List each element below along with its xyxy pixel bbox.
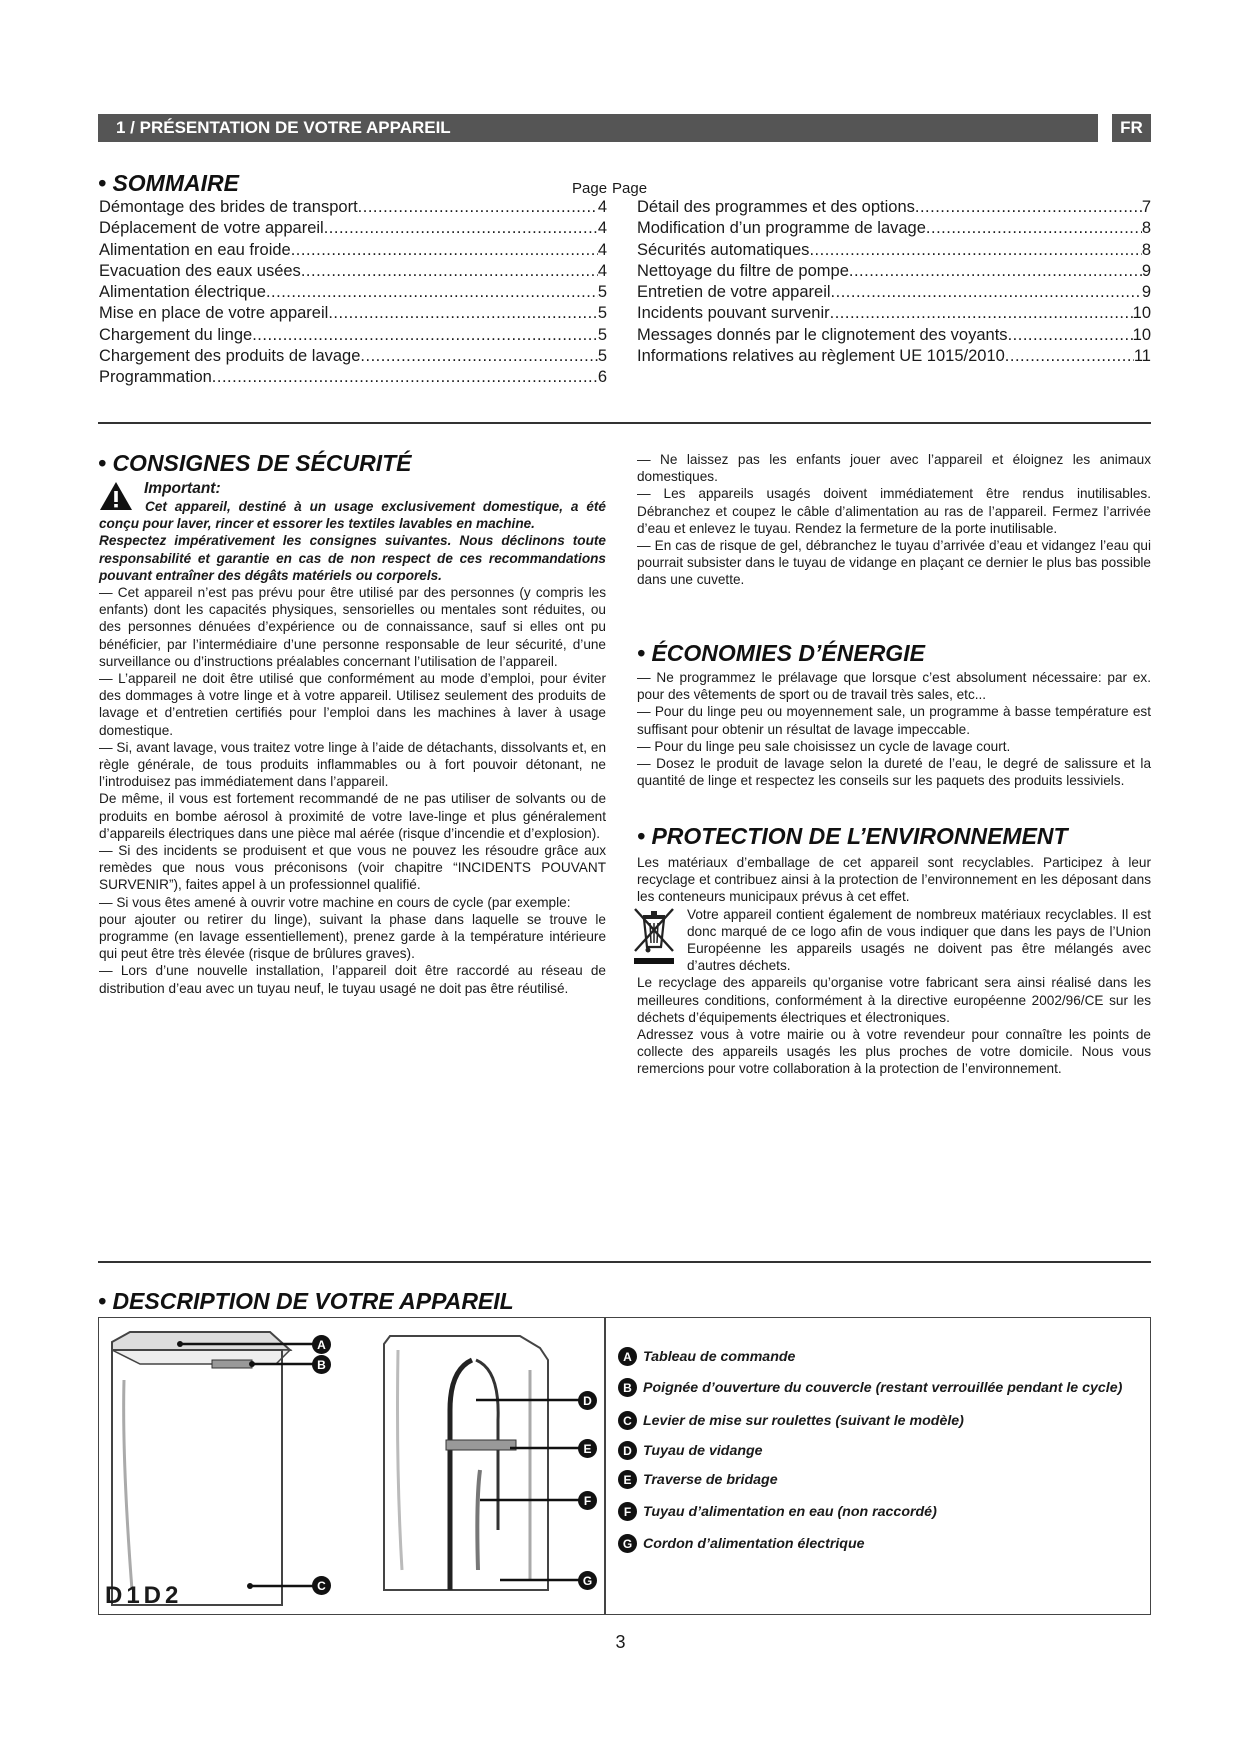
toc-entry-page: 4 (597, 240, 607, 259)
energie-column (637, 669, 1151, 789)
toc-leader (212, 367, 598, 388)
toc-entry-title: Alimentation en eau froide (99, 240, 291, 259)
toc-entry (637, 325, 1151, 346)
legend-letter-icon: D (618, 1441, 637, 1460)
section-header: 1 / PRÉSENTATION DE VOTRE APPAREIL (98, 114, 1098, 142)
divider (98, 1261, 1151, 1263)
toc-entry-title: Déplacement de votre appareil (99, 219, 324, 238)
toc-leader (252, 325, 598, 346)
page-label-right: Page (612, 180, 648, 197)
toc-right (637, 197, 1151, 367)
legend-letter-icon: E (618, 1470, 637, 1489)
toc-entry-title: Evacuation des eaux usées (99, 261, 301, 280)
toc-entry (637, 303, 1151, 324)
toc-leader (809, 240, 1141, 261)
toc-entry (99, 261, 607, 282)
legend-label: Tuyau d’alimentation en eau (non raccordé) (643, 1503, 937, 1520)
securite-para-2: — L’appareil ne doit être utilisé que conformément au mode d’emploi, pour éviter des dommages à votre linge et à votre appareil. Utilisez seulement des produits de lavage et d’entretien certifiés pour l’emploi dans les machines à laver à usage domestique. (99, 671, 606, 738)
toc-entry (99, 367, 607, 388)
toc-entry-page: 4 (597, 219, 607, 238)
legend-letter-icon: B (618, 1378, 637, 1397)
toc-entry-title: Messages donnés par le clignotement des voyants (637, 325, 1008, 344)
legend-item-d (618, 1441, 763, 1460)
securite-para-3: — Si, avant lavage, vous traitez votre linge à l’aide de détachants, dissolvants et, en règle générale, de tous produits inflammables ou à fort pouvoir détonant, ne l’introduisez pas immédiatement dans l’appareil. (99, 739, 606, 790)
toc-entry (99, 282, 607, 303)
toc-entry (637, 240, 1151, 261)
toc-leader (360, 346, 597, 367)
toc-entry (99, 240, 607, 261)
toc-entry-title: Modification d’un programme de lavage (637, 219, 926, 238)
securite-para-4: De même, il vous est fortement recommandé de ne pas utiliser de solvants ou de produits en bombe aérosol à proximité de votre lave-linge et plus généralement d’appareils électriques dans une pièce mal aérée (risque d’incendie et d’explosion). (99, 791, 606, 841)
energie-title: • ÉCONOMIES D’ÉNERGIE (637, 640, 925, 666)
toc-leader (324, 218, 598, 239)
toc-entry-title: Sécurités automatiques (637, 240, 810, 259)
securite-right-column (637, 451, 1151, 589)
legend-label: Tableau de commande (643, 1348, 796, 1365)
legend-letter-icon: A (618, 1347, 637, 1366)
toc-entry-title: Mise en place de votre appareil (99, 304, 329, 323)
toc-entry (637, 218, 1151, 239)
washer-front-illustration (100, 1320, 336, 1612)
callout-e-icon: E (578, 1439, 597, 1458)
securite-title: • CONSIGNES DE SÉCURITÉ (98, 450, 412, 476)
toc-entry-page: 5 (597, 304, 607, 323)
toc-entry-page: 10 (1132, 325, 1151, 344)
toc-entry (637, 197, 1151, 218)
toc-leader (1008, 325, 1133, 346)
toc-entry (99, 197, 607, 218)
toc-leader (831, 282, 1142, 303)
toc-entry-title: Chargement des produits de lavage (99, 347, 361, 366)
energie-para-2: — Pour du linge peu ou moyennement sale, un programme à basse température est suffisant pour obtenir un résultat de lavage impeccable. (637, 704, 1151, 737)
securite-para-5: — Si des incidents se produisent et que vous ne pouvez les résoudre grâce aux remèdes que nous vous préconisons (voir chapitre “INCIDENTS POUVANT SURVENIR”), faites appel à un professionnel qualifié. (99, 843, 606, 893)
securite-para-7: pour ajouter ou retirer du linge), suivant la phase dans laquelle se trouve le programme (en lavage essentiellement), prenez garde à la température intérieure qui peut être très élevée (risque de brûlures graves). (99, 911, 606, 962)
legend-item-a (618, 1347, 795, 1366)
toc-leader (266, 282, 598, 303)
callout-b-icon: B (312, 1355, 331, 1374)
securite-para-1: — Cet appareil n’est pas prévu pour être utilisé par des personnes (y compris les enfants) dont les capacités physiques, sensorielles ou mentales sont réduites, ou des personnes dénuées d’expérience ou de connaissance, sauf si elles ont pu bénéficier, par l’intermédiaire d’une personne responsable de leur sécurité, d’une surveillance ou d’instructions préalables concernant l’utilisation de l’appareil. (99, 585, 606, 669)
securite-left-column (99, 498, 606, 997)
toc-entry-title: Informations relatives au règlement UE 1015/2010 (637, 347, 1005, 366)
environnement-para-2: Votre appareil contient également de nombreux matériaux recyclables. Il est donc marqué de ce logo afin de vous indiquer que dans les pays de l’Union Européenne les appareils usagés ne doivent pas être mélangés avec d’autres déchets. (687, 906, 1151, 974)
legend-label: Traverse de bridage (643, 1471, 778, 1488)
toc-entry-page: 5 (597, 283, 607, 302)
environnement-title: • PROTECTION DE L’ENVIRONNEMENT (637, 823, 1068, 849)
toc-entry (637, 346, 1151, 367)
securite-para-8: — Lors d’une nouvelle installation, l’appareil doit être raccordé au réseau de distribution d’eau avec un tuyau neuf, le tuyau usagé ne doit pas être réutilisé. (99, 963, 606, 996)
callout-a-icon: A (312, 1335, 331, 1354)
toc-entry-page: 8 (1141, 219, 1151, 238)
washer-rear-illustration (380, 1330, 600, 1610)
legend-letter-icon: C (618, 1411, 637, 1430)
callout-d-icon: D (578, 1391, 597, 1410)
toc-leader (1005, 346, 1134, 367)
toc-entry-page: 9 (1141, 283, 1151, 302)
legend-item-b (618, 1378, 1122, 1397)
legend-label: Poignée d’ouverture du couvercle (restant verrouillée pendant le cycle) (643, 1379, 1123, 1396)
toc-leader (915, 197, 1142, 218)
toc-leader (358, 197, 598, 218)
toc-entry-title: Programmation (99, 368, 212, 387)
toc-leader (328, 303, 598, 324)
energie-para-1: — Ne programmez le prélavage que lorsque c’est absolument nécessaire: par ex. pour des vêtements de sport ou de travail très sales, etc... (637, 670, 1151, 703)
toc-entry (99, 346, 607, 367)
legend-item-c (618, 1411, 964, 1430)
securite-right-para-2: — Les appareils usagés doivent immédiatement être rendus inutilisables. Débranchez et coupez le câble d’alimentation au ras de l’appareil. Fermez l’arrivée d’eau et enlevez le tuyau. Rendez la fermeture de la porte inutilisable. (637, 486, 1151, 536)
toc-entry-title: Incidents pouvant survenir (637, 304, 830, 323)
legend-label: Cordon d’alimentation électrique (643, 1535, 865, 1552)
toc-leader (926, 218, 1142, 239)
legend-label: Levier de mise sur roulettes (suivant le modèle) (643, 1412, 964, 1429)
toc-entry-page: 6 (597, 368, 607, 387)
important-label: Important: (144, 480, 221, 497)
toc-entry-page: 4 (597, 198, 607, 216)
toc-left (99, 197, 607, 389)
securite-right-para-3: — En cas de risque de gel, débranchez le tuyau d’arrivée d’eau et vidangez l’eau qui pourrait subsister dans le tuyau de vidange en plaçant ce dernier le plus bas possible dans une cuvette. (637, 538, 1151, 588)
description-title: • DESCRIPTION DE VOTRE APPAREIL (98, 1288, 514, 1314)
securite-right-para-1: — Ne laissez pas les enfants jouer avec l’appareil et éloignez les animaux domestiques. (637, 452, 1151, 485)
securite-para-6: — Si vous êtes amené à ouvrir votre machine en cours de cycle (par exemple: (99, 894, 571, 910)
energie-para-3: — Pour du linge peu sale choisissez un cycle de lavage court. (637, 738, 1011, 754)
toc-leader (301, 261, 598, 282)
page-label-left: Page (572, 180, 608, 197)
toc-entry-title: Entretien de votre appareil (637, 283, 831, 302)
divider (98, 422, 1151, 424)
callout-g-icon: G (578, 1571, 597, 1590)
toc-entry (99, 325, 607, 346)
toc-entry (99, 218, 607, 239)
language-badge: FR (1112, 114, 1151, 142)
toc-entry-page: 7 (1141, 198, 1151, 216)
legend-letter-icon: G (618, 1534, 637, 1553)
toc-leader (830, 303, 1133, 324)
securite-bold-1: Cet appareil, destiné à un usage exclusivement domestique, a été conçu pour laver, rincer et essorer les textiles lavables en machine. (99, 499, 606, 532)
legend-item-e (618, 1470, 778, 1489)
page-number: 3 (615, 1632, 626, 1652)
legend-label: Tuyau de vidange (643, 1442, 763, 1459)
toc-leader (291, 240, 598, 261)
toc-entry-page: 8 (1141, 240, 1151, 259)
toc-entry-page: 5 (597, 325, 607, 344)
sommaire-title: • SOMMAIRE (98, 170, 239, 196)
legend-item-g (618, 1534, 865, 1553)
toc-entry (99, 303, 607, 324)
legend-item-f (618, 1502, 937, 1521)
toc-entry (637, 282, 1151, 303)
toc-entry-page: 4 (597, 261, 607, 280)
toc-leader (849, 261, 1142, 282)
toc-entry-title: Détail des programmes et des options (637, 198, 915, 216)
toc-entry-title: Nettoyage du filtre de pompe (637, 261, 849, 280)
environnement-para-1: Les matériaux d’emballage de cet appareil sont recyclables. Participez à leur recyclage et contribuez ainsi à la protection de l’environnement en les déposant dans les conteneurs municipaux prévus à cet effet. (637, 855, 1151, 905)
toc-entry-title: Chargement du linge (99, 325, 253, 344)
legend-letter-icon: F (618, 1502, 637, 1521)
energie-para-4: — Dosez le produit de lavage selon la dureté de l’eau, le degré de salissure et la quantité de linge et respectez les conseils sur les paquets des produits lessiviels. (637, 756, 1151, 789)
environnement-para-3: Le recyclage des appareils qu’organise votre fabricant sera ainsi réalisé dans les meilleures conditions, conformément à la directive européenne 2002/96/CE sur les déchets d’équipements électriques et électroniques. (637, 975, 1151, 1025)
frame-divider (604, 1318, 606, 1614)
callout-f-icon: F (578, 1491, 597, 1510)
environnement-column (637, 854, 1151, 1078)
environnement-para-4: Adressez vous à votre mairie ou à votre revendeur pour connaître les points de collecte des appareils usagés les plus proches de votre domicile. Nous vous remercions pour votre collaboration à la protection de l’environnement. (637, 1027, 1151, 1077)
toc-entry (637, 261, 1151, 282)
model-number: D1D2 (105, 1582, 183, 1609)
callout-c-icon: C (312, 1576, 331, 1595)
toc-entry-title: Démontage des brides de transport (99, 198, 358, 216)
toc-entry-page: 10 (1132, 304, 1151, 323)
toc-entry-page: 11 (1133, 347, 1151, 366)
securite-bold-2: Respectez impérativement les consignes suivantes. Nous déclinons toute responsabilité et garantie en cas de non respect de ces recommandations pouvant entraîner des dégâts matériels ou corporels. (99, 533, 606, 583)
toc-entry-title: Alimentation électrique (99, 283, 266, 302)
toc-entry-page: 9 (1141, 261, 1151, 280)
toc-entry-page: 5 (597, 347, 607, 366)
crossed-bin-icon (632, 905, 676, 967)
